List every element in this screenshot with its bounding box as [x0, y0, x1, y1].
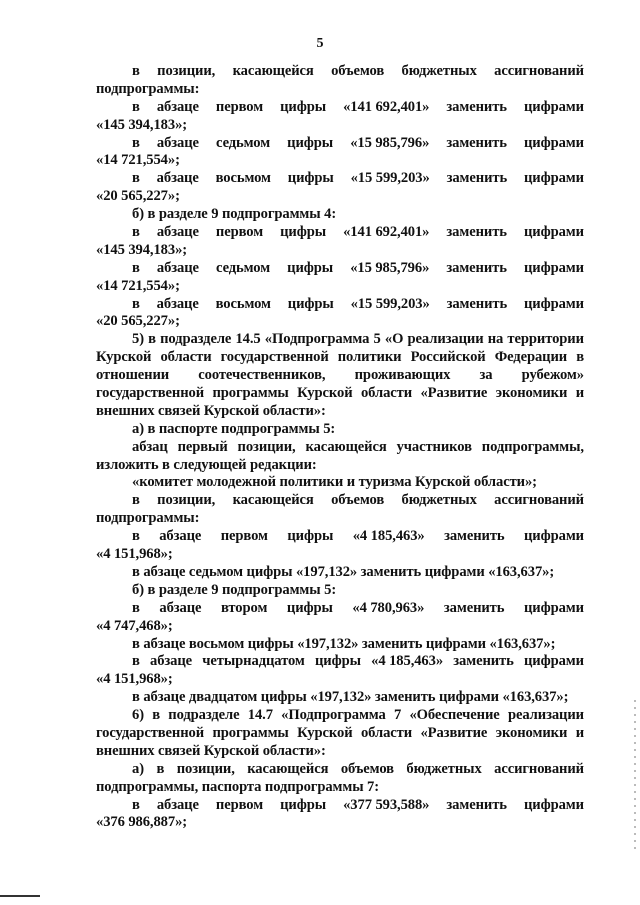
text-line: б) в разделе 9 подпрограммы 5:: [132, 581, 337, 598]
word: в: [156, 760, 165, 777]
word: «4 185,463»: [371, 653, 444, 670]
text-line: [96, 492, 584, 510]
text-line: «4 151,968»;: [96, 671, 173, 688]
word: объемов: [331, 492, 385, 509]
word: цифры: [280, 224, 327, 241]
word: «4 185,463»: [352, 528, 425, 545]
paragraph: [96, 331, 584, 420]
word: цифрами: [523, 796, 584, 813]
word: в: [132, 295, 140, 312]
word: в: [132, 134, 140, 151]
paragraph: [96, 636, 584, 654]
word: на: [487, 331, 504, 348]
text-line: [96, 707, 584, 725]
text-line: «4 747,468»;: [96, 617, 173, 634]
word: программы: [212, 385, 289, 402]
word: в: [152, 707, 161, 724]
word: ассигнований: [494, 760, 584, 777]
text-line: [96, 725, 584, 743]
page-number: 5: [316, 36, 324, 51]
text-line: внешних связей Курской области»:: [96, 742, 326, 759]
word: за: [479, 367, 493, 384]
word: заменить: [453, 653, 514, 670]
text-line: «комитет молодежной политики и туризма Курской области»;: [132, 474, 537, 491]
paragraph: [96, 797, 584, 833]
word: «Подпрограмма: [281, 707, 386, 724]
text-line: в абзаце восьмом цифры «197,132» заменить цифрами «163,637»;: [132, 635, 556, 652]
text-line: подпрограммы, паспорта подпрограммы 7:: [96, 778, 380, 795]
word: объемов: [331, 63, 385, 79]
word: позиции,: [157, 63, 216, 79]
text-line: б) в разделе 9 подпрограммы 4:: [132, 206, 337, 223]
text-line: «145 394,183»;: [96, 241, 188, 258]
text-line: [96, 349, 584, 367]
word: заменить: [446, 170, 508, 187]
text-line: подпрограммы:: [96, 510, 200, 527]
text-line: «14 721,554»;: [96, 152, 180, 169]
word: цифры: [287, 259, 334, 276]
text-line: [96, 331, 584, 349]
word: цифрами: [523, 259, 584, 276]
paragraph: [96, 99, 584, 135]
word: абзаце: [159, 528, 202, 545]
word: в: [132, 653, 140, 670]
scan-edge-mark: [0, 895, 40, 897]
word: в: [148, 331, 156, 348]
text-line: «145 394,183»;: [96, 116, 188, 133]
paragraph: [96, 528, 584, 564]
word: первом: [220, 528, 268, 545]
text-line: [96, 797, 584, 815]
word: реализации: [507, 707, 584, 724]
paragraph: [96, 582, 584, 600]
text-line: [96, 600, 584, 618]
word: «Обеспечение: [409, 707, 500, 724]
word: заменить: [443, 599, 505, 616]
word: ассигнований: [494, 492, 584, 509]
word: втором: [221, 599, 268, 616]
text-line: [96, 653, 584, 671]
word: «141 692,401»: [343, 224, 430, 241]
word: абзаце: [159, 599, 202, 616]
paragraph: [96, 653, 584, 689]
text-line: [96, 761, 584, 779]
word: абзаце: [156, 295, 199, 312]
word: Федерации: [494, 349, 568, 366]
word: 5: [373, 331, 381, 348]
word: цифры: [280, 796, 327, 813]
word: 14.5: [235, 331, 261, 348]
word: «15 599,203»: [350, 170, 430, 187]
word: «Развитие: [420, 385, 488, 402]
word: 14.7: [247, 707, 273, 724]
word: цифры: [287, 528, 334, 545]
word: цифрами: [524, 528, 584, 545]
word: цифры: [314, 653, 361, 670]
word: цифрами: [523, 295, 584, 312]
text-line: «376 986,887»;: [96, 814, 188, 831]
text-line: внешних связей Курской области»:: [96, 402, 326, 419]
word: цифрами: [523, 224, 584, 241]
word: касающейся: [247, 760, 329, 777]
word: и: [575, 385, 584, 402]
word: седьмом: [216, 134, 271, 151]
text-line: [96, 224, 584, 242]
word: проживающих: [354, 367, 451, 384]
word: «О: [384, 331, 404, 348]
paragraph: [96, 761, 584, 797]
word: позиции,: [237, 438, 296, 455]
word: восьмом: [215, 170, 271, 187]
word: Курской: [96, 349, 152, 366]
word: позиции,: [176, 760, 235, 777]
word: абзаце: [156, 224, 199, 241]
word: государственной: [96, 385, 205, 402]
word: абзаце: [156, 98, 199, 115]
paragraph: [96, 600, 584, 636]
paragraph: [96, 689, 584, 707]
word: абзац: [132, 438, 168, 455]
paragraph: [96, 296, 584, 332]
text-line: [96, 63, 584, 81]
word: Курской: [297, 385, 353, 402]
paragraph: [96, 224, 584, 260]
word: «Развитие: [420, 724, 488, 741]
word: Курской: [297, 724, 353, 741]
word: рубежом»: [521, 367, 584, 384]
word: касающейся: [232, 492, 314, 509]
paragraph: [96, 707, 584, 761]
word: политики: [337, 349, 402, 366]
word: цифры: [287, 134, 334, 151]
word: реализации: [407, 331, 484, 348]
word: цифрами: [523, 134, 584, 151]
word: цифры: [286, 599, 333, 616]
word: государственной: [220, 349, 329, 366]
text-line: «4 151,968»;: [96, 546, 173, 563]
word: «Подпрограмма: [264, 331, 370, 348]
word: заменить: [446, 98, 507, 115]
paragraph: [96, 260, 584, 296]
word: программы: [212, 724, 289, 741]
word: «15 599,203»: [350, 295, 430, 312]
word: в: [132, 63, 140, 79]
paragraph: [96, 421, 584, 439]
word: территории: [507, 331, 584, 348]
word: первом: [215, 796, 264, 813]
paragraph: [96, 170, 584, 206]
word: подразделе: [168, 707, 240, 724]
word: бюджетных: [406, 760, 482, 777]
word: заменить: [446, 796, 507, 813]
word: подразделе: [160, 331, 232, 348]
word: 5): [132, 331, 144, 348]
word: абзаце: [150, 653, 193, 670]
text-line: подпрограммы:: [96, 80, 200, 97]
word: бюджетных: [401, 63, 477, 79]
word: государственной: [96, 724, 205, 741]
text-line: [96, 367, 584, 385]
word: абзаце: [156, 170, 199, 187]
word: Российской: [410, 349, 486, 366]
paragraph: [96, 564, 584, 582]
word: «15 985,796»: [350, 134, 430, 151]
word: области: [360, 724, 413, 741]
word: в: [132, 492, 140, 509]
word: касающейся: [232, 63, 314, 79]
word: заменить: [446, 224, 507, 241]
text-line: [96, 99, 584, 117]
paragraph: [96, 439, 584, 475]
text-line: изложить в следующей редакции:: [96, 456, 317, 473]
scan-edge-dots: [634, 700, 636, 850]
word: цифры: [287, 295, 334, 312]
word: а): [132, 760, 144, 777]
word: в: [132, 599, 140, 616]
word: бюджетных: [401, 492, 477, 509]
word: 7: [394, 707, 402, 724]
word: в: [576, 349, 584, 366]
word: области: [360, 385, 413, 402]
paragraph: [96, 474, 584, 492]
word: 6): [132, 707, 144, 724]
word: первый: [177, 438, 228, 455]
paragraph: [96, 135, 584, 171]
document-body: [96, 63, 584, 832]
word: цифры: [287, 170, 334, 187]
text-line: [96, 260, 584, 278]
paragraph: [96, 206, 584, 224]
word: цифрами: [523, 170, 584, 187]
word: позиции,: [157, 492, 216, 509]
word: цифрами: [523, 599, 584, 616]
word: в: [132, 796, 140, 813]
word: и: [575, 724, 584, 741]
word: абзаце: [156, 134, 199, 151]
word: «15 985,796»: [350, 259, 430, 276]
word: отношении: [96, 367, 170, 384]
text-line: [96, 385, 584, 403]
word: участников: [396, 438, 472, 455]
word: первом: [215, 98, 264, 115]
text-line: [96, 135, 584, 153]
text-line: [96, 439, 584, 457]
text-line: [96, 296, 584, 314]
word: «377 593,588»: [343, 796, 430, 813]
text-line: «20 565,227»;: [96, 188, 180, 205]
word: касающейся: [305, 438, 387, 455]
word: цифрами: [523, 98, 584, 115]
word: заменить: [446, 134, 507, 151]
word: в: [132, 98, 140, 115]
word: абзаце: [156, 796, 199, 813]
word: в: [132, 528, 140, 545]
paragraph: [96, 492, 584, 528]
text-line: «14 721,554»;: [96, 277, 180, 294]
word: цифры: [280, 98, 327, 115]
text-line: в абзаце седьмом цифры «197,132» заменить цифрами «163,637»;: [132, 563, 555, 580]
word: четырнадцатом: [202, 653, 305, 670]
word: области: [160, 349, 212, 366]
word: абзаце: [156, 259, 199, 276]
word: заменить: [446, 259, 507, 276]
text-line: [96, 170, 584, 188]
word: цифрами: [523, 653, 584, 670]
text-line: «20 565,227»;: [96, 313, 180, 330]
word: седьмом: [216, 259, 271, 276]
word: первом: [215, 224, 264, 241]
word: ассигнований: [494, 63, 584, 79]
text-line: в абзаце двадцатом цифры «197,132» заменить цифрами «163,637»;: [132, 689, 569, 706]
word: в: [132, 224, 140, 241]
text-line: а) в паспорте подпрограммы 5:: [132, 420, 336, 437]
word: восьмом: [215, 295, 271, 312]
word: объемов: [340, 760, 394, 777]
word: заменить: [446, 295, 508, 312]
word: заменить: [444, 528, 505, 545]
word: соотечественников,: [198, 367, 326, 384]
word: экономики: [495, 385, 568, 402]
word: «4 780,963»: [352, 599, 425, 616]
word: в: [132, 170, 140, 187]
text-line: [96, 528, 584, 546]
word: экономики: [495, 724, 568, 741]
word: в: [132, 259, 140, 276]
word: подпрограммы,: [481, 438, 584, 455]
paragraph: [96, 63, 584, 99]
word: «141 692,401»: [343, 98, 430, 115]
